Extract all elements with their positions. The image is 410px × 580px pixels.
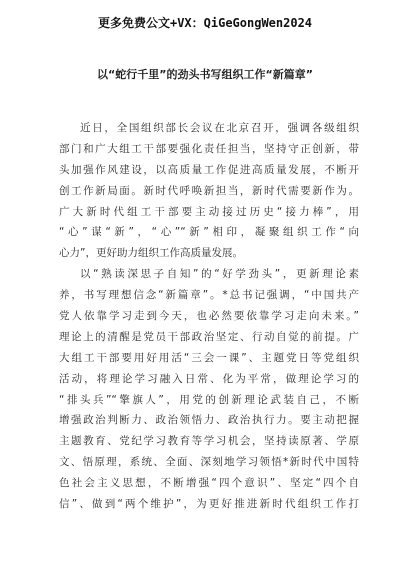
paragraph-line: 主题教育、党纪学习教育等学习机会，坚持读原著、学原 [59, 435, 359, 448]
paragraph-line: 色社会主义思想，不断增强“四个意识”、坚定“四个自 [59, 477, 359, 490]
document-title: 以“蛇行千里”的劲头书写组织工作“新篇章” [97, 68, 313, 81]
paragraph-line: 近日，全国组织部长会议在北京召开，强调各级组织 [80, 122, 359, 134]
paragraph-line: 广大新时代组工干部要主动接过历史“接力棒”，用 [59, 205, 359, 218]
paragraph-line: “心”谋“新”，“心”“新”相印，凝聚组织工作“向 [59, 226, 359, 239]
paragraph-line: 创工作新局面。新时代呼唤新担当，新时代需要新作为。 [59, 184, 359, 197]
paragraph-line: 大组工干部要用好用活“三会一课”、主题党日等党组织 [59, 351, 359, 364]
paragraph-line: 文、悟原理，系统、全面、深刻地学习领悟*新时代中国特 [59, 456, 359, 469]
paragraph-line: 部门和广大组工干部要强化责任担当，坚持守正创新，带 [59, 142, 359, 155]
paragraph-line: 养，书写理想信念“新篇章”。*总书记强调，“中国共产 [59, 289, 359, 302]
paragraph-line: “排头兵”“擎旗人”，用党的创新理论武装自己，不断 [59, 393, 359, 406]
document-body [59, 118, 359, 515]
paragraph-line: 头加强作风建设，以高质量工作促进高质量发展，不断开 [59, 163, 359, 176]
paragraph-line: 增强政治判断力、政治领悟力、政治执行力。要主动把握 [59, 414, 359, 427]
paragraph-line: 信”、做到“两个维护”，为更好推进新时代组织工作打 [59, 498, 359, 511]
paragraph-line: 以“熟读深思子自知”的“好学劲头”，更新理论素 [80, 268, 359, 281]
paragraph-line: 党人依靠学习走到今天，也必然要依靠学习走向未来。” [59, 310, 359, 323]
promo-header: 更多免费公文+VX：QiGeGongWen2024 [97, 16, 313, 30]
paragraph-line: 理论上的清醒是党员干部政治坚定、行动自觉的前提。广 [59, 330, 359, 343]
paragraph-line: 心力”，更好助力组织工作高质量发展。 [59, 247, 243, 260]
paragraph-line: 活动，将理论学习融入日常、化为平常，做理论学习的 [59, 372, 359, 385]
